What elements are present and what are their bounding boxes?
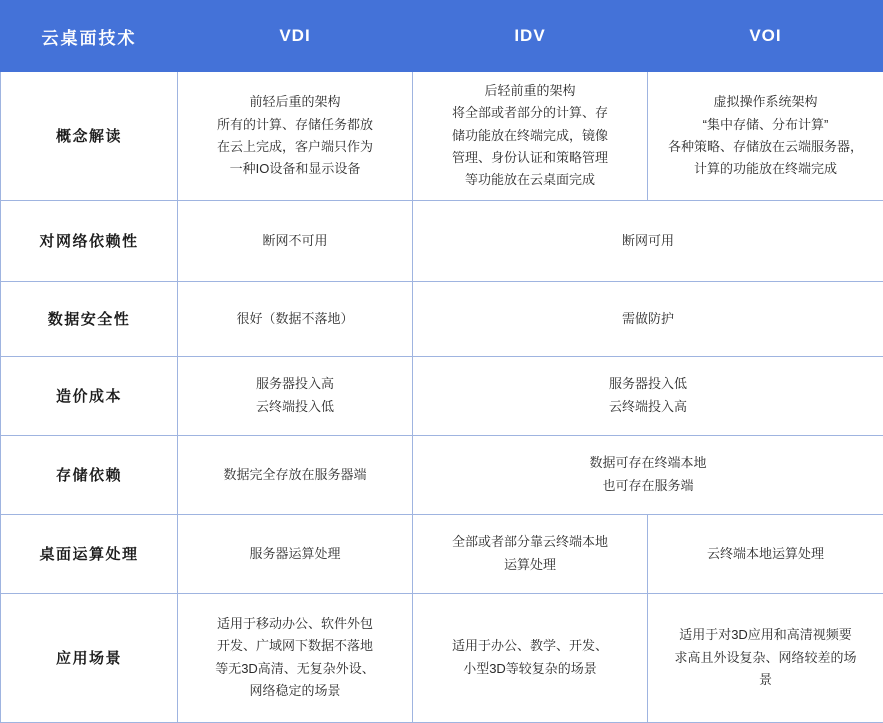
cell-storage-idv-voi: 数据可存在终端本地 也可存在服务端: [413, 435, 883, 514]
table-row: [1, 200, 883, 281]
row-header-desktop-computing: 桌面运算处理: [1, 514, 178, 593]
row-header-data-security: 数据安全性: [1, 281, 178, 356]
table-row: [1, 356, 883, 435]
cell-security-vdi: 很好（数据不落地）: [178, 281, 413, 356]
cell-network-vdi: 断网不可用: [178, 200, 413, 281]
cell-use-cases-voi: 适用于对3D应用和高清视频要 求高且外设复杂、网络较差的场 景: [648, 593, 883, 722]
cell-cost-vdi: 服务器投入高 云终端投入低: [178, 356, 413, 435]
row-header-use-cases: 应用场景: [1, 593, 178, 722]
row-header-network-dependency: 对网络依赖性: [1, 200, 178, 281]
column-header-vdi: VDI: [178, 1, 413, 72]
table-row: [1, 593, 883, 722]
cell-computing-idv: 全部或者部分靠云终端本地 运算处理: [413, 514, 648, 593]
cell-concept-idv: 后轻前重的架构 将全部或者部分的计算、存 储功能放在终端完成，镜像 管理、身份认证和策略管理 等功能放在云桌面完成: [413, 72, 648, 201]
table-row: [1, 281, 883, 356]
cell-concept-vdi: 前轻后重的架构 所有的计算、存储任务都放 在云上完成，客户端只作为 一种IO设备和显示设备: [178, 72, 413, 201]
row-header-cost: 造价成本: [1, 356, 178, 435]
cell-storage-vdi: 数据完全存放在服务器端: [178, 435, 413, 514]
table-header: [1, 1, 883, 72]
cell-security-idv-voi: 需做防护: [413, 281, 883, 356]
cell-use-cases-idv: 适用于办公、教学、开发、 小型3D等较复杂的场景: [413, 593, 648, 722]
table-body: [1, 72, 883, 723]
cell-network-idv-voi: 断网可用: [413, 200, 883, 281]
column-header-technology: 云桌面技术: [1, 1, 178, 72]
cell-computing-voi: 云终端本地运算处理: [648, 514, 883, 593]
header-row: [1, 1, 883, 72]
cell-use-cases-vdi: 适用于移动办公、软件外包 开发、广域网下数据不落地 等无3D高清、无复杂外设、 网络稳定的场景: [178, 593, 413, 722]
cell-concept-voi: 虚拟操作系统架构 “集中存储、分布计算” 各种策略、存储放在云端服务器， 计算的功能放在终端完成: [648, 72, 883, 201]
row-header-concept: 概念解读: [1, 72, 178, 201]
column-header-idv: IDV: [413, 1, 648, 72]
table-row: [1, 514, 883, 593]
table-row: [1, 435, 883, 514]
cell-computing-vdi: 服务器运算处理: [178, 514, 413, 593]
table-row: [1, 72, 883, 201]
cell-cost-idv-voi: 服务器投入低 云终端投入高: [413, 356, 883, 435]
column-header-voi: VOI: [648, 1, 883, 72]
row-header-storage-dependency: 存储依赖: [1, 435, 178, 514]
